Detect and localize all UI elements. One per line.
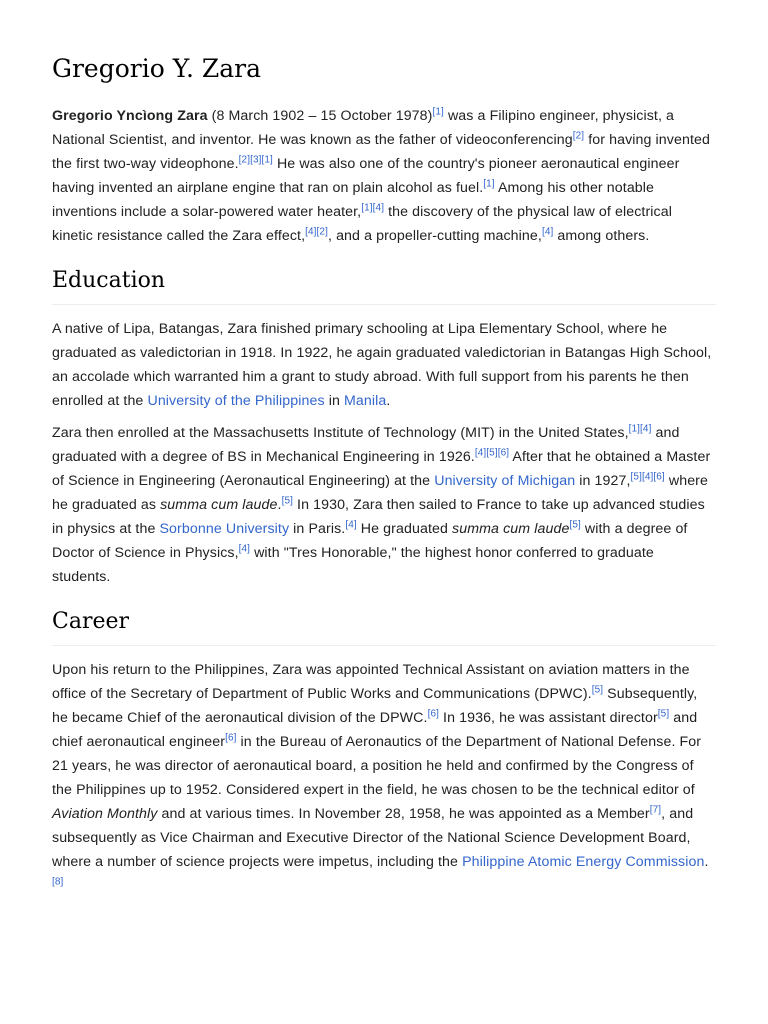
subject-name: Gregorio Yncìong Zara [52, 108, 208, 124]
body-text: Upon his return to the Philippines, Zara was appointed Technical Assistant on aviation matters in the office of the Secretary of Department of Public Works and Communications (DPWC). [52, 662, 690, 702]
italic-text: summa cum laude [452, 521, 570, 537]
intro-text: among others. [553, 228, 650, 244]
citation-link[interactable]: [1][4] [361, 202, 385, 214]
body-text: , and subsequently as Vice Chairman and Executive Director of the National Science Development Board, where a number of science projects were impetus, including the [52, 806, 694, 870]
section-heading-career: Career [52, 607, 716, 646]
citation-link[interactable]: [4] [345, 519, 357, 531]
citation-link[interactable]: [8] [52, 876, 64, 888]
link-manila[interactable]: Manila [343, 393, 387, 409]
body-text: . [386, 393, 391, 409]
link-sorbonne-university[interactable]: Sorbonne University [159, 521, 290, 537]
citation-link[interactable]: [2] [572, 130, 585, 142]
intro-text: Among his other notable inventions include a solar-powered water heater, [52, 180, 655, 220]
body-text: in the Bureau of Aeronautics of the Department of National Defense. For 21 years, he was director of aeronautical board, a position he held and confirmed by the Congress of the Philippines up to 1952. Considered expert in the field, he was chosen to be the technical editor of [52, 734, 702, 798]
intro-text: the discovery of the physical law of electrical kinetic resistance called the Zara effect, [52, 204, 672, 244]
citation-link[interactable]: [6] [427, 708, 439, 720]
body-text: In 1930, Zara then sailed to France to take up advanced studies in physics at the [52, 497, 705, 537]
intro-text: , and a propeller-cutting machine, [327, 228, 542, 244]
link-university-of-the-philippines[interactable]: University of the Philippines [147, 393, 325, 409]
intro-text: was a Filipino engineer, physicist, a National Scientist, and inventor. He was known as the father of videoconferencing [52, 108, 675, 148]
career-paragraph-1 [52, 658, 716, 898]
citation-link[interactable]: [4] [238, 543, 251, 555]
citation-link[interactable]: [4][5][6] [474, 447, 510, 459]
intro-paragraph [52, 104, 716, 248]
education-paragraph-2 [52, 421, 716, 589]
section-heading-education: Education [52, 266, 716, 305]
citation-link[interactable]: [7] [649, 804, 662, 816]
italic-text: summa cum laude [160, 497, 278, 513]
body-text: Zara then enrolled at the Massachusetts Institute of Technology (MIT) in the United States, [52, 425, 629, 441]
body-text: in Paris. [289, 521, 346, 537]
citation-link[interactable]: [4] [541, 226, 554, 238]
body-text: After that he obtained a Master of Science in Engineering (Aeronautical Engineering) at the [52, 449, 711, 489]
intro-text: (8 March 1902 – 15 October 1978) [207, 108, 433, 124]
body-text: where he graduated as [52, 473, 708, 513]
citation-link[interactable]: [6] [225, 732, 237, 744]
intro-text: He was also one of the country's pioneer aeronautical engineer having invented an airplane engine that ran on plain alcohol as fuel. [52, 156, 680, 196]
intro-text: for having invented the first two-way videophone. [52, 132, 710, 172]
body-text: Subsequently, he became Chief of the aeronautical division of the DPWC. [52, 686, 698, 726]
citation-link[interactable]: [2][3][1] [238, 154, 273, 166]
education-paragraph-1 [52, 317, 716, 413]
body-text: . [277, 497, 282, 513]
citation-link[interactable]: [5] [569, 519, 581, 531]
body-text: and at various times. In November 28, 1958, he was appointed as a Member [157, 806, 650, 822]
page-title: Gregorio Y. Zara [52, 54, 262, 83]
body-text: with a degree of Doctor of Science in Physics, [52, 521, 688, 561]
body-text: in [324, 393, 344, 409]
body-text: with "Tres Honorable," the highest honor conferred to graduate students. [52, 545, 654, 585]
citation-link[interactable]: [5] [281, 495, 293, 507]
link-philippine-atomic-energy-commission[interactable]: Philippine Atomic Energy Commission [462, 854, 705, 870]
body-text: A native of Lipa, Batangas, Zara finished primary schooling at Lipa Elementary School, where he graduated as valedictorian in 1918. In 1922, he again graduated valedictorian in Batangas High School, an accolade which warranted him a grant to study abroad. With full support from his parents he then enrolled at the [52, 321, 712, 409]
citation-link[interactable]: [1] [432, 106, 444, 118]
link-university-of-michigan[interactable]: University of Michigan [434, 473, 576, 489]
citation-link[interactable]: [5][4][6] [630, 471, 665, 483]
body-text: In 1936, he was assistant director [438, 710, 658, 726]
body-text: He graduated [356, 521, 453, 537]
italic-text: Aviation Monthly [52, 806, 158, 822]
citation-link[interactable]: [1] [483, 178, 495, 190]
body-text: and chief aeronautical engineer [52, 710, 698, 750]
body-text: in 1927, [575, 473, 631, 489]
citation-link[interactable]: [5] [657, 708, 670, 720]
citation-link[interactable]: [4][2] [305, 226, 328, 238]
body-text: and graduated with a degree of BS in Mechanical Engineering in 1926. [52, 425, 680, 465]
citation-link[interactable]: [5] [591, 684, 604, 696]
body-text: . [704, 854, 709, 870]
citation-link[interactable]: [1][4] [628, 423, 652, 435]
